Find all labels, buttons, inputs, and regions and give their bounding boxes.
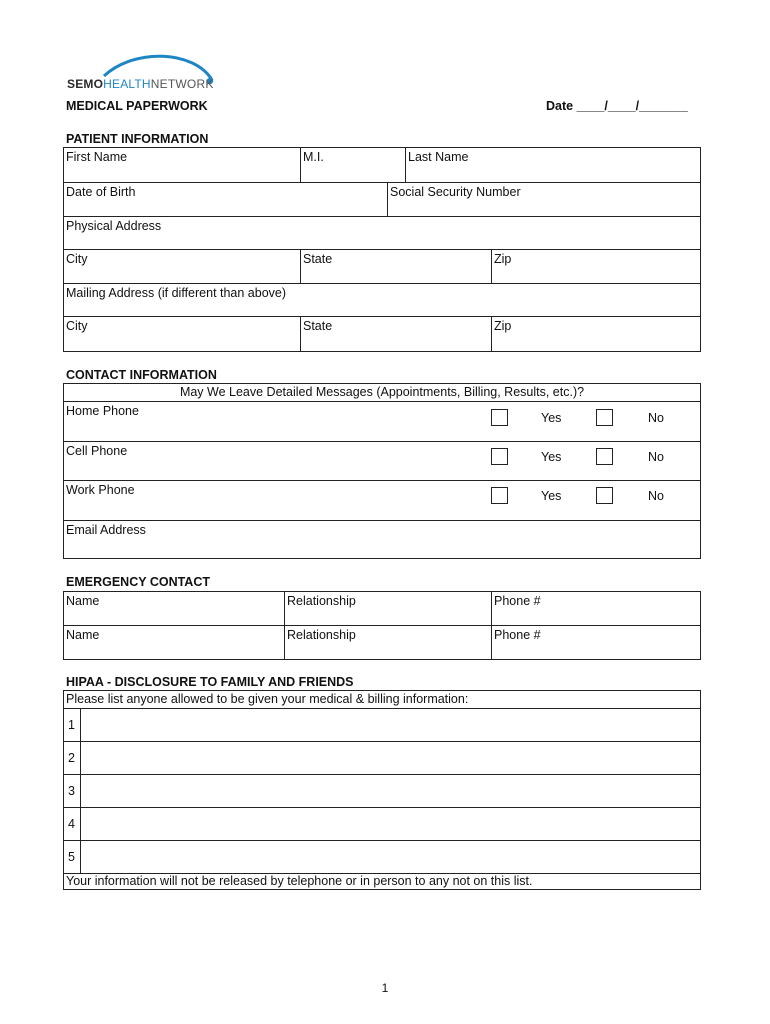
- emergency-contact-table: [63, 591, 701, 660]
- state-label: State: [303, 252, 333, 266]
- cell-phone-yes-checkbox[interactable]: [491, 448, 508, 465]
- home-phone-row: [64, 401, 700, 441]
- hipaa-number-5: 5: [68, 850, 75, 864]
- cell-phone-no-checkbox[interactable]: [596, 448, 613, 465]
- mailing-zip-label: Zip: [494, 319, 512, 333]
- hipaa-instruction: [64, 691, 700, 708]
- patient-info-table: [63, 147, 701, 352]
- messages-question: May We Leave Detailed Messages (Appointments, Billing, Results, etc.)?: [179, 385, 585, 399]
- physical-address-row: [64, 216, 700, 249]
- logo-text-network: NETWORK: [150, 77, 214, 91]
- hipaa-footer: [64, 874, 700, 889]
- hipaa-footer-text: Your information will not be released by telephone or in person to any not on this list.: [66, 874, 533, 888]
- work-phone-label: Work Phone: [66, 483, 135, 497]
- home-phone-no-label: No: [648, 411, 664, 425]
- mailing-city-row: [64, 316, 700, 351]
- hipaa-number-2: 2: [68, 751, 75, 765]
- emergency-name-label: Name: [66, 628, 100, 642]
- dob-row: [64, 182, 700, 216]
- cell-phone-yes-label: Yes: [541, 450, 562, 464]
- city-label: City: [66, 252, 88, 266]
- mailing-city-label: City: [66, 319, 88, 333]
- last-name-label: Last Name: [408, 150, 469, 164]
- emergency-row-2: [64, 625, 700, 659]
- cell-phone-label: Cell Phone: [66, 444, 128, 458]
- home-phone-no-checkbox[interactable]: [596, 409, 613, 426]
- logo-text-semo: SEMO: [67, 77, 104, 91]
- zip-field[interactable]: [491, 250, 700, 283]
- emergency-name-field-2[interactable]: [64, 626, 284, 659]
- hipaa-table: [63, 690, 701, 890]
- page-title: MEDICAL PAPERWORK: [66, 99, 208, 113]
- mi-field[interactable]: [300, 148, 405, 182]
- messages-question-row: [64, 384, 700, 401]
- emergency-relationship-label: Relationship: [287, 628, 356, 642]
- date-field-label[interactable]: Date ____/____/_______: [546, 99, 688, 113]
- physical-address-field[interactable]: [64, 217, 700, 249]
- hipaa-entry-row[interactable]: [64, 807, 700, 840]
- dob-field[interactable]: [64, 183, 387, 216]
- hipaa-entry-number: [64, 775, 81, 807]
- work-phone-yes-checkbox[interactable]: [491, 487, 508, 504]
- mailing-city-field[interactable]: [64, 317, 300, 351]
- mailing-address-field[interactable]: [64, 284, 700, 316]
- mailing-address-label: Mailing Address (if different than above): [66, 286, 287, 300]
- hipaa-entry-row[interactable]: [64, 741, 700, 774]
- first-name-label: First Name: [66, 150, 128, 164]
- hipaa-footer-row: [64, 873, 700, 889]
- email-field[interactable]: [64, 521, 700, 558]
- hipaa-entry-row[interactable]: [64, 774, 700, 807]
- emergency-contact-heading: EMERGENCY CONTACT: [66, 575, 210, 589]
- mailing-zip-field[interactable]: [491, 317, 700, 351]
- first-name-field[interactable]: [64, 148, 300, 182]
- logo-text-health: HEALTH: [103, 77, 151, 91]
- city-row: [64, 249, 700, 283]
- ssn-label: Social Security Number: [390, 185, 521, 199]
- physical-address-label: Physical Address: [66, 219, 162, 233]
- hipaa-entry-number: [64, 709, 81, 741]
- emergency-relationship-field-1[interactable]: [284, 592, 491, 625]
- mailing-address-row: [64, 283, 700, 316]
- email-row: [64, 520, 700, 558]
- mi-label: M.I.: [303, 150, 324, 164]
- contact-info-table: [63, 383, 701, 559]
- patient-info-heading: PATIENT INFORMATION: [66, 132, 209, 146]
- work-phone-no-checkbox[interactable]: [596, 487, 613, 504]
- hipaa-instruction-row: [64, 691, 700, 708]
- mailing-state-label: State: [303, 319, 333, 333]
- dob-label: Date of Birth: [66, 185, 136, 199]
- contact-info-heading: CONTACT INFORMATION: [66, 368, 217, 382]
- hipaa-entry-row[interactable]: [64, 708, 700, 741]
- work-phone-yes-label: Yes: [541, 489, 562, 503]
- hipaa-number-1: 1: [68, 718, 75, 732]
- email-label: Email Address: [66, 523, 146, 537]
- cell-phone-no-label: No: [648, 450, 664, 464]
- name-row: [64, 148, 700, 182]
- emergency-relationship-label: Relationship: [287, 594, 356, 608]
- ssn-field[interactable]: [387, 183, 700, 216]
- page-number: 1: [381, 981, 389, 995]
- hipaa-entry-number: [64, 808, 81, 840]
- emergency-phone-label: Phone #: [494, 628, 541, 642]
- emergency-name-label: Name: [66, 594, 100, 608]
- hipaa-entry-row[interactable]: [64, 840, 700, 873]
- emergency-phone-field-1[interactable]: [491, 592, 700, 625]
- emergency-phone-label: Phone #: [494, 594, 541, 608]
- hipaa-number-4: 4: [68, 817, 75, 831]
- emergency-name-field-1[interactable]: [64, 592, 284, 625]
- work-phone-row: [64, 480, 700, 520]
- state-field[interactable]: [300, 250, 491, 283]
- hipaa-entry-number: [64, 742, 81, 774]
- city-field[interactable]: [64, 250, 300, 283]
- emergency-row-1: [64, 592, 700, 625]
- hipaa-heading: HIPAA - DISCLOSURE TO FAMILY AND FRIENDS: [66, 675, 354, 689]
- hipaa-number-3: 3: [68, 784, 75, 798]
- work-phone-no-label: No: [648, 489, 664, 503]
- zip-label: Zip: [494, 252, 512, 266]
- hipaa-entry-number: [64, 841, 81, 873]
- semo-health-network-logo: [64, 50, 234, 94]
- cell-phone-row: [64, 441, 700, 480]
- hipaa-instruction-text: Please list anyone allowed to be given your medical & billing information:: [66, 692, 469, 706]
- home-phone-yes-label: Yes: [541, 411, 562, 425]
- home-phone-yes-checkbox[interactable]: [491, 409, 508, 426]
- emergency-phone-field-2[interactable]: [491, 626, 700, 659]
- last-name-field[interactable]: [405, 148, 700, 182]
- emergency-relationship-field-2[interactable]: [284, 626, 491, 659]
- home-phone-label: Home Phone: [66, 404, 139, 418]
- mailing-state-field[interactable]: [300, 317, 491, 351]
